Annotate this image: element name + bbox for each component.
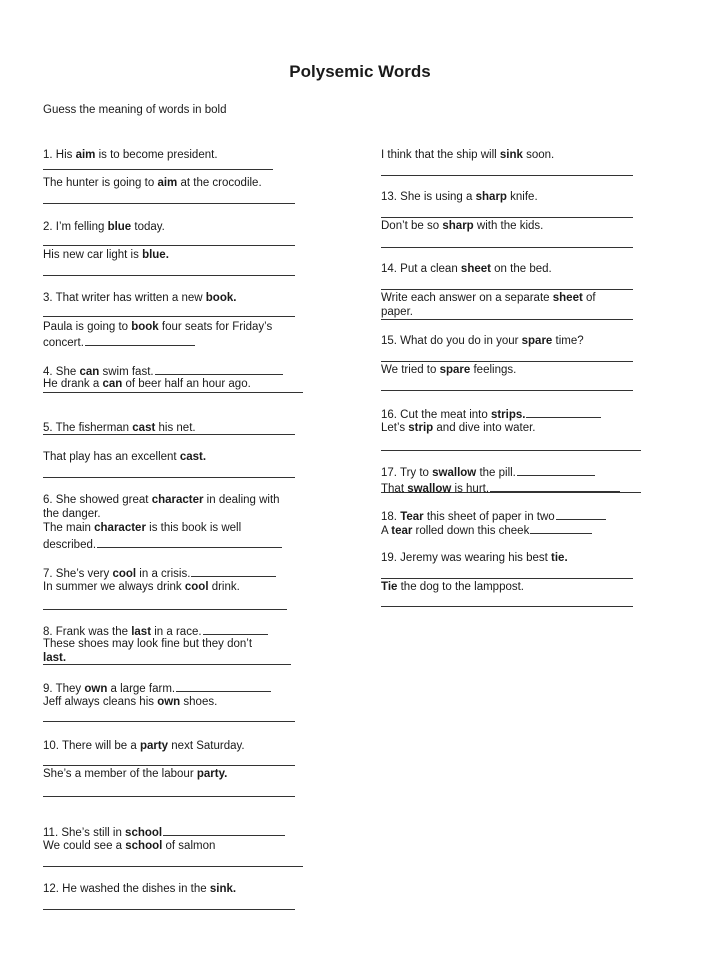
sentence-line <box>381 305 413 319</box>
sentence-text: shoes. <box>180 696 218 708</box>
sentence-line <box>43 824 285 840</box>
bold-word: cool <box>184 581 209 593</box>
answer-line[interactable] <box>43 796 295 797</box>
sentence-line <box>381 219 543 233</box>
bold-word: aim <box>75 149 96 161</box>
sentence-line <box>381 291 596 305</box>
sentence-text: He drank a <box>43 378 103 390</box>
sentence-line <box>43 291 236 305</box>
answer-line[interactable] <box>381 247 633 248</box>
sentence-text: in a crisis. <box>136 568 191 580</box>
bold-word: aim <box>157 177 178 189</box>
sentence-text: 15. What do you do in your <box>381 335 522 347</box>
answer-line[interactable] <box>381 175 633 176</box>
answer-blank[interactable] <box>176 680 271 692</box>
sentence-text: today. <box>131 221 165 233</box>
answer-blank[interactable] <box>85 334 195 346</box>
sentence-text: described. <box>43 539 97 551</box>
sentence-text: 19. Jeremy was wearing his best <box>381 552 552 564</box>
sentence-text: A <box>381 525 392 537</box>
sentence-text: The hunter is going to <box>43 177 158 189</box>
sentence-text: The main <box>43 522 95 534</box>
answer-line[interactable] <box>381 450 641 451</box>
bold-word: own <box>157 696 181 708</box>
sentence-text: That <box>381 483 408 495</box>
answer-blank[interactable] <box>517 464 595 476</box>
bold-word: cool <box>112 568 137 580</box>
sentence-line <box>381 363 516 377</box>
sentence-text: is this book is well <box>145 522 242 534</box>
sentence-line <box>43 882 236 896</box>
sentence-text: the dog to the lamppost. <box>397 581 525 593</box>
sentence-line <box>43 839 215 853</box>
sentence-text: four seats for Friday’s <box>158 321 273 333</box>
sentence-text: 13. She is using a <box>381 191 476 203</box>
sentence-text: feelings. <box>470 364 517 376</box>
answer-line[interactable] <box>43 169 273 170</box>
sentence-text: 9. They <box>43 683 85 695</box>
bold-word: sink <box>499 149 523 161</box>
sentence-text: on the bed. <box>490 263 552 275</box>
answer-line[interactable] <box>43 434 295 435</box>
bold-word: cast. <box>179 451 207 463</box>
bold-word: strips. <box>490 409 526 421</box>
bold-word: sink. <box>209 883 237 895</box>
sentence-line <box>43 377 251 391</box>
sentence-text: Write each answer on a separate <box>381 292 553 304</box>
answer-line[interactable] <box>43 721 295 722</box>
answer-blank[interactable] <box>490 480 620 492</box>
answer-line[interactable] <box>43 275 295 276</box>
sentence-text: knife. <box>506 191 538 203</box>
bold-word: tear <box>391 525 413 537</box>
bold-word: cast <box>132 422 156 434</box>
answer-line[interactable] <box>43 392 303 393</box>
answer-blank[interactable] <box>191 565 276 577</box>
answer-blank[interactable] <box>203 623 268 635</box>
bold-word: swallow <box>407 483 452 495</box>
instructions: Guess the meaning of words in bold <box>43 104 227 116</box>
sentence-text: 11. She’s still in <box>43 827 126 839</box>
answer-line[interactable] <box>43 316 295 317</box>
sentence-line <box>381 421 536 435</box>
answer-line[interactable] <box>381 578 633 579</box>
sentence-line <box>381 464 595 480</box>
bold-word: character <box>151 494 204 506</box>
bold-word: Tear <box>400 511 424 523</box>
answer-line[interactable] <box>43 203 295 204</box>
sentence-text: We tried to <box>381 364 440 376</box>
sentence-line <box>43 536 282 552</box>
sentence-line <box>381 522 592 538</box>
sentence-text: is to become president. <box>95 149 218 161</box>
bold-word: party. <box>196 768 228 780</box>
bold-word: blue. <box>142 249 169 261</box>
bold-word: sharp <box>442 220 474 232</box>
answer-blank[interactable] <box>163 824 285 836</box>
sentence-text: 3. That writer has written a new <box>43 292 206 304</box>
sentence-line <box>43 421 196 435</box>
answer-line[interactable] <box>43 477 295 478</box>
sentence-line <box>43 521 241 535</box>
answer-blank[interactable] <box>556 508 606 520</box>
bold-word: spare <box>439 364 471 376</box>
sentence-text: His new car light is <box>43 249 143 261</box>
sentence-line <box>43 493 280 507</box>
sentence-text: the pill. <box>476 467 516 479</box>
sentence-line <box>43 580 240 594</box>
sentence-line <box>381 148 554 162</box>
bold-word: party <box>139 740 169 752</box>
sentence-text: next Saturday. <box>168 740 245 752</box>
sentence-text: and dive into water. <box>433 422 536 434</box>
sentence-text: In summer we always drink <box>43 581 185 593</box>
sentence-text: 16. Cut the meat into <box>381 409 491 421</box>
sentence-line <box>43 148 218 162</box>
sentence-line <box>43 651 66 665</box>
sentence-line <box>381 190 538 204</box>
answer-line[interactable] <box>43 664 291 665</box>
answer-blank[interactable] <box>97 536 282 548</box>
sentence-text: 14. Put a clean <box>381 263 461 275</box>
sentence-line <box>381 262 552 276</box>
answer-blank[interactable] <box>530 522 592 534</box>
answer-line[interactable] <box>381 361 633 362</box>
sentence-line <box>381 551 568 565</box>
sentence-line <box>43 695 217 709</box>
bold-word: tie. <box>551 552 568 564</box>
sentence-line <box>43 176 262 190</box>
bold-word: sheet <box>460 263 491 275</box>
answer-blank[interactable] <box>526 406 601 418</box>
sentence-line <box>43 565 276 581</box>
answer-line[interactable] <box>43 765 295 766</box>
sentence-text: rolled down this cheek <box>412 525 530 537</box>
sentence-line <box>43 637 252 651</box>
sentence-text: 7. She’s very <box>43 568 113 580</box>
sentence-line <box>43 320 272 334</box>
bold-word: blue <box>107 221 132 233</box>
sentence-text: his net. <box>155 422 196 434</box>
sentence-text: paper. <box>381 306 413 318</box>
answer-line[interactable] <box>381 606 633 607</box>
sentence-text: of salmon <box>162 840 216 852</box>
bold-word: sheet <box>552 292 583 304</box>
bold-word: own <box>84 683 108 695</box>
answer-line[interactable] <box>381 390 633 391</box>
bold-word: can <box>79 366 100 378</box>
sentence-text: of <box>582 292 596 304</box>
sentence-text: 6. She showed great <box>43 494 152 506</box>
sentence-text: Let’s <box>381 422 409 434</box>
answer-line[interactable] <box>381 217 633 218</box>
answer-line[interactable] <box>381 289 633 290</box>
sentence-line <box>43 680 271 696</box>
bold-word: last. <box>43 652 67 664</box>
answer-line[interactable] <box>43 909 295 910</box>
bold-word: school <box>125 840 163 852</box>
sentence-text: soon. <box>522 149 555 161</box>
sentence-line <box>43 220 165 234</box>
sentence-text: swim fast. <box>99 366 154 378</box>
sentence-text: the danger. <box>43 508 101 520</box>
sentence-text: in a race. <box>151 626 202 638</box>
sentence-line <box>381 334 584 348</box>
answer-line[interactable] <box>381 492 641 493</box>
sentence-text: with the kids. <box>473 220 544 232</box>
sentence-line <box>381 480 620 496</box>
answer-line[interactable] <box>43 245 295 246</box>
answer-line[interactable] <box>43 609 287 610</box>
sentence-text: 1. His <box>43 149 76 161</box>
sentence-text: These shoes may look fine but they don’t <box>43 638 253 650</box>
sentence-text: drink. <box>208 581 240 593</box>
answer-line[interactable] <box>381 319 633 320</box>
sentence-text: concert. <box>43 337 84 349</box>
sentence-line <box>381 406 601 422</box>
sentence-text: I think that the ship will <box>381 149 500 161</box>
sentence-line <box>43 450 206 464</box>
sentence-text: 5. The fisherman <box>43 422 133 434</box>
sentence-text: of beer half an hour ago. <box>122 378 251 390</box>
sentence-line <box>43 248 169 262</box>
sentence-text: in dealing with <box>203 494 280 506</box>
sentence-text: this sheet of paper in two <box>423 511 555 523</box>
sentence-text: Paula is going to <box>43 321 132 333</box>
sentence-text: 12. He washed the dishes in the <box>43 883 210 895</box>
sentence-text: 2. I’m felling <box>43 221 108 233</box>
sentence-text: is hurt. <box>451 483 490 495</box>
bold-word: sharp <box>475 191 507 203</box>
page-title: Polysemic Words <box>289 62 431 81</box>
sentence-text: 8. Frank was the <box>43 626 132 638</box>
sentence-text: a large farm. <box>107 683 176 695</box>
sentence-text: Jeff always cleans his <box>43 696 158 708</box>
sentence-text: She’s a member of the labour <box>43 768 197 780</box>
bold-word: strip <box>408 422 434 434</box>
sentence-line <box>381 580 524 594</box>
sentence-text: at the crocodile. <box>177 177 262 189</box>
sentence-text: That play has an excellent <box>43 451 180 463</box>
sentence-text: Don’t be so <box>381 220 443 232</box>
bold-word: book. <box>205 292 237 304</box>
bold-word: can <box>102 378 123 390</box>
sentence-line <box>43 739 245 753</box>
answer-line[interactable] <box>43 866 303 867</box>
bold-word: school <box>125 827 163 839</box>
bold-word: character <box>94 522 146 534</box>
answer-blank[interactable] <box>155 363 283 375</box>
bold-word: spare <box>521 335 553 347</box>
sentence-text: 4. She <box>43 366 80 378</box>
bold-word: Tie <box>381 581 398 593</box>
sentence-text: time? <box>552 335 584 347</box>
sentence-line <box>43 507 101 521</box>
bold-word: book <box>131 321 159 333</box>
sentence-line <box>43 334 195 350</box>
sentence-text: 18. <box>381 511 401 523</box>
bold-word: swallow <box>432 467 477 479</box>
sentence-line <box>43 767 227 781</box>
sentence-text: We could see a <box>43 840 126 852</box>
sentence-text: 10. There will be a <box>43 740 140 752</box>
sentence-text: 17. Try to <box>381 467 433 479</box>
bold-word: last <box>131 626 152 638</box>
